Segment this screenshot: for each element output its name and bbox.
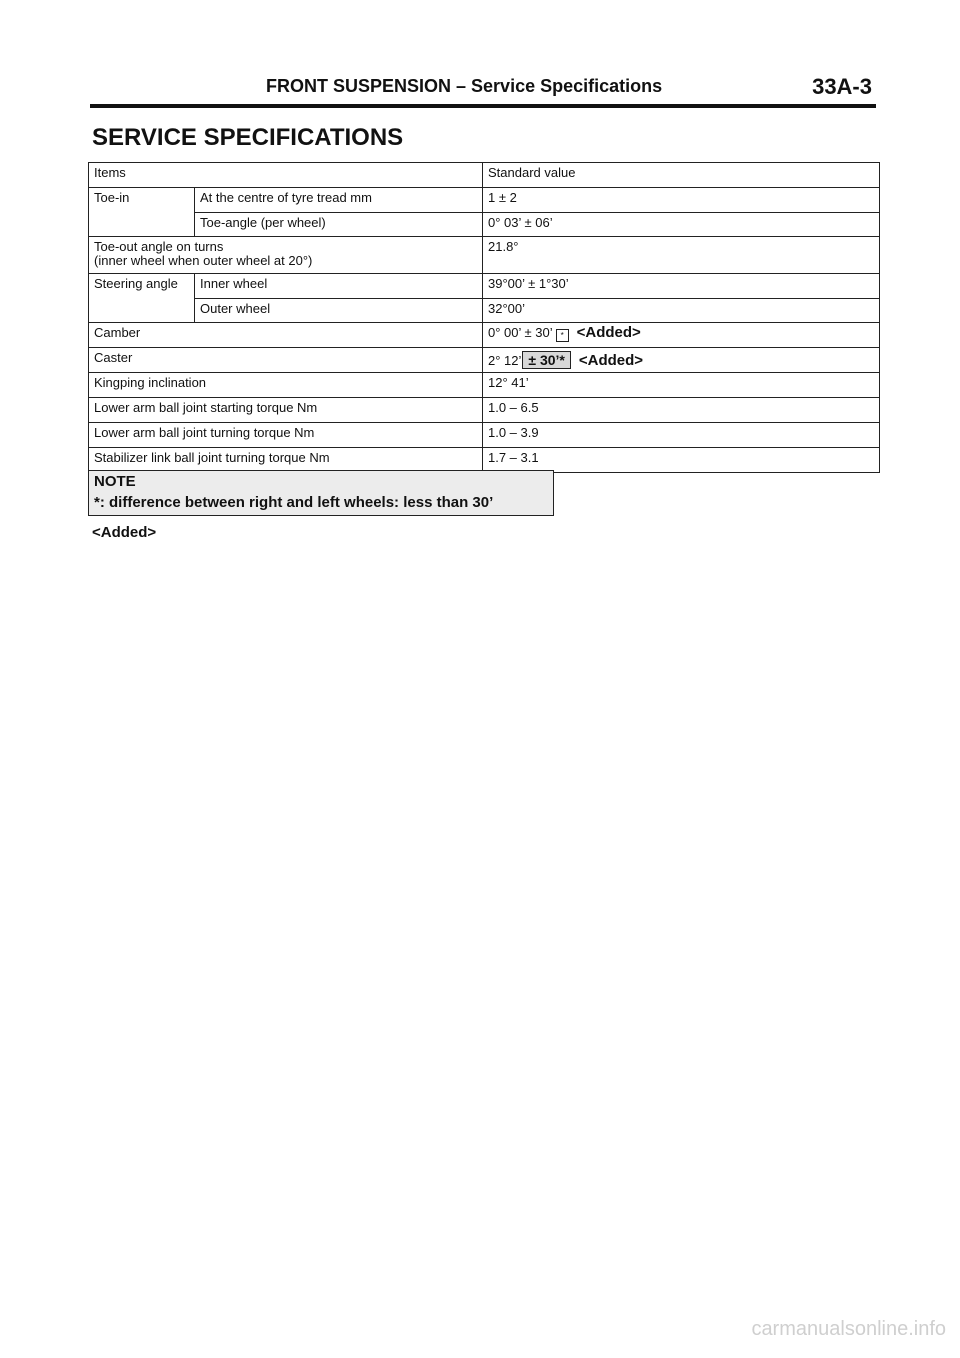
table-row bbox=[89, 397, 879, 422]
outer-wheel-value: 32°00’ bbox=[482, 298, 879, 322]
page-header bbox=[90, 74, 876, 108]
asterisk-mark: * bbox=[556, 329, 569, 342]
lower-turn-item: Lower arm ball joint turning torque Nm bbox=[94, 425, 315, 440]
stabilizer-item: Stabilizer link ball joint turning torque Nm bbox=[94, 450, 330, 465]
section-title: SERVICE SPECIFICATIONS bbox=[92, 124, 404, 151]
toe-out-line2: (inner wheel when outer wheel at 20°) bbox=[94, 253, 313, 268]
header-standard-value: Standard value bbox=[482, 163, 879, 187]
table-row bbox=[89, 347, 879, 372]
toe-in-group bbox=[89, 187, 879, 236]
caster-value: 2° 12’ bbox=[488, 353, 522, 368]
steering-group bbox=[89, 273, 879, 322]
table-row bbox=[89, 422, 879, 447]
footer-watermark: carmanualsonline.info bbox=[751, 1318, 946, 1340]
table-header-row bbox=[89, 163, 879, 187]
caster-item: Caster bbox=[94, 350, 133, 365]
camber-added-tag: <Added> bbox=[576, 324, 641, 341]
lower-start-value: 1.0 – 6.5 bbox=[482, 398, 879, 422]
toe-angle-value: 0° 03’ ± 06’ bbox=[482, 212, 879, 236]
toe-angle-item: Toe-angle (per wheel) bbox=[194, 212, 482, 236]
camber-item: Camber bbox=[94, 325, 141, 340]
stabilizer-value: 1.7 – 3.1 bbox=[482, 448, 879, 472]
camber-value-cell bbox=[482, 323, 879, 347]
table-row bbox=[89, 447, 879, 472]
caster-value-cell bbox=[482, 348, 879, 372]
inner-wheel-item: Inner wheel bbox=[194, 274, 482, 298]
toe-out-line1: Toe-out angle on turns bbox=[94, 239, 224, 254]
note-text: *: difference between right and left wheels: less than 30’ bbox=[94, 494, 494, 511]
header-items: Items bbox=[94, 165, 126, 180]
table-row bbox=[89, 322, 879, 347]
outer-wheel-item: Outer wheel bbox=[194, 298, 482, 322]
note-box bbox=[88, 470, 554, 516]
caster-added-tag: <Added> bbox=[578, 352, 644, 369]
table-row bbox=[89, 212, 879, 236]
page-number: 33A-3 bbox=[812, 74, 872, 99]
steering-label: Steering angle bbox=[94, 276, 178, 291]
added-tag: <Added> bbox=[92, 524, 157, 541]
table-row bbox=[89, 188, 879, 212]
toe-in-tread-item: At the centre of tyre tread mm bbox=[194, 188, 482, 212]
table-row bbox=[89, 298, 879, 322]
table-row bbox=[89, 274, 879, 298]
toe-in-label: Toe-in bbox=[94, 190, 130, 205]
kingpin-value: 12° 41’ bbox=[482, 373, 879, 397]
inner-wheel-value: 39°00’ ± 1°30’ bbox=[482, 274, 879, 298]
toe-out-value: 21.8° bbox=[482, 237, 879, 273]
spec-table bbox=[88, 162, 880, 473]
lower-start-item: Lower arm ball joint starting torque Nm bbox=[94, 400, 318, 415]
toe-in-tread-value: 1 ± 2 bbox=[482, 188, 879, 212]
camber-value: 0° 00’ ± 30’ bbox=[488, 325, 553, 340]
table-row bbox=[89, 236, 879, 273]
caster-tolerance-box: ± 30’* bbox=[522, 351, 570, 369]
header-title: FRONT SUSPENSION – Service Specifications bbox=[266, 76, 663, 96]
table-row bbox=[89, 372, 879, 397]
note-title: NOTE bbox=[94, 473, 136, 490]
kingpin-item: Kingping inclination bbox=[94, 375, 207, 390]
lower-turn-value: 1.0 – 3.9 bbox=[482, 423, 879, 447]
toe-out-item bbox=[89, 237, 482, 273]
